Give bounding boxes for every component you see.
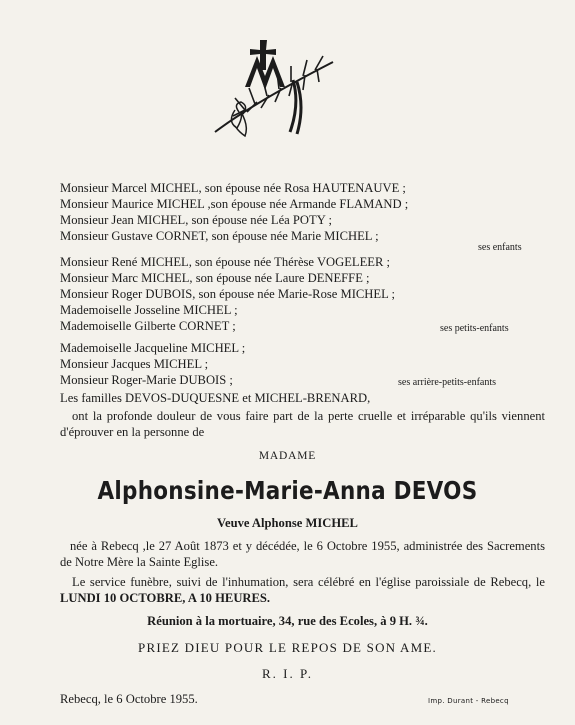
- birth-death-paragraph: née à Rebecq ,le 27 Août 1873 et y décédée, le 6 Octobre 1955, administrée des Sacrements de Notre Mère la Sainte Eglise.: [60, 539, 545, 569]
- salutation: MADAME: [258, 450, 317, 462]
- child-entry: Monsieur Marcel MICHEL, son épouse née Rosa HAUTENAUVE ;: [60, 181, 406, 195]
- grandchild-entry: Monsieur Roger DUBOIS, son épouse née Marie-Rose MICHEL ;: [60, 287, 395, 301]
- service-time: LUNDI 10 OCTOBRE, A 10 HEURES.: [60, 591, 271, 605]
- deceased-name: Alphonsine-Marie-Anna DEVOS: [97, 476, 478, 505]
- cross-palm-monogram-icon: [205, 32, 340, 147]
- child-entry: Monsieur Gustave CORNET, son épouse née Marie MICHEL ;: [60, 229, 379, 243]
- grandchild-entry: Mademoiselle Gilberte CORNET ;: [60, 319, 236, 333]
- announcement-paragraph: ont la profonde douleur de vous faire part de la perte cruelle et irréparable qu'ils viennent d'éprouver en la personne de: [60, 409, 545, 439]
- meeting-line: Réunion à la mortuaire, 34, rue des Ecoles, à 9 H. ¾.: [147, 614, 428, 628]
- prayer-line: PRIEZ DIEU POUR LE REPOS DE SON AME.: [138, 640, 437, 655]
- great-grandchild-entry: Mademoiselle Jacqueline MICHEL ;: [60, 341, 246, 355]
- rip-line: R. I. P.: [261, 666, 314, 681]
- widow-of: Veuve Alphonse MICHEL: [217, 516, 358, 530]
- child-entry: Monsieur Jean MICHEL, son épouse née Léa POTY ;: [60, 213, 332, 227]
- children-label: ses enfants: [478, 242, 522, 253]
- grandchildren-label: ses petits-enfants: [440, 323, 509, 334]
- place-date: Rebecq, le 6 Octobre 1955.: [60, 692, 198, 706]
- great-grandchild-entry: Monsieur Jacques MICHEL ;: [60, 357, 209, 371]
- great-grandchildren-label: ses arrière-petits-enfants: [398, 377, 497, 388]
- service-intro: Le service funèbre, suivi de l'inhumation, sera célébré en l'église paroissiale de Rebecq, le: [72, 575, 545, 589]
- families-line: Les familles DEVOS-DUQUESNE et MICHEL-BRENARD,: [60, 391, 371, 405]
- grandchild-entry: Mademoiselle Josseline MICHEL ;: [60, 303, 238, 317]
- great-grandchild-entry: Monsieur Roger-Marie DUBOIS ;: [60, 373, 233, 387]
- service-paragraph: [60, 574, 545, 606]
- printer-imprint: Imp. Durant - Rebecq: [428, 697, 509, 705]
- grandchild-entry: Monsieur René MICHEL, son épouse née Thérèse VOGELEER ;: [60, 255, 391, 269]
- child-entry: Monsieur Maurice MICHEL ,son épouse née Armande FLAMAND ;: [60, 197, 409, 211]
- grandchild-entry: Monsieur Marc MICHEL, son épouse née Laure DENEFFE ;: [60, 271, 370, 285]
